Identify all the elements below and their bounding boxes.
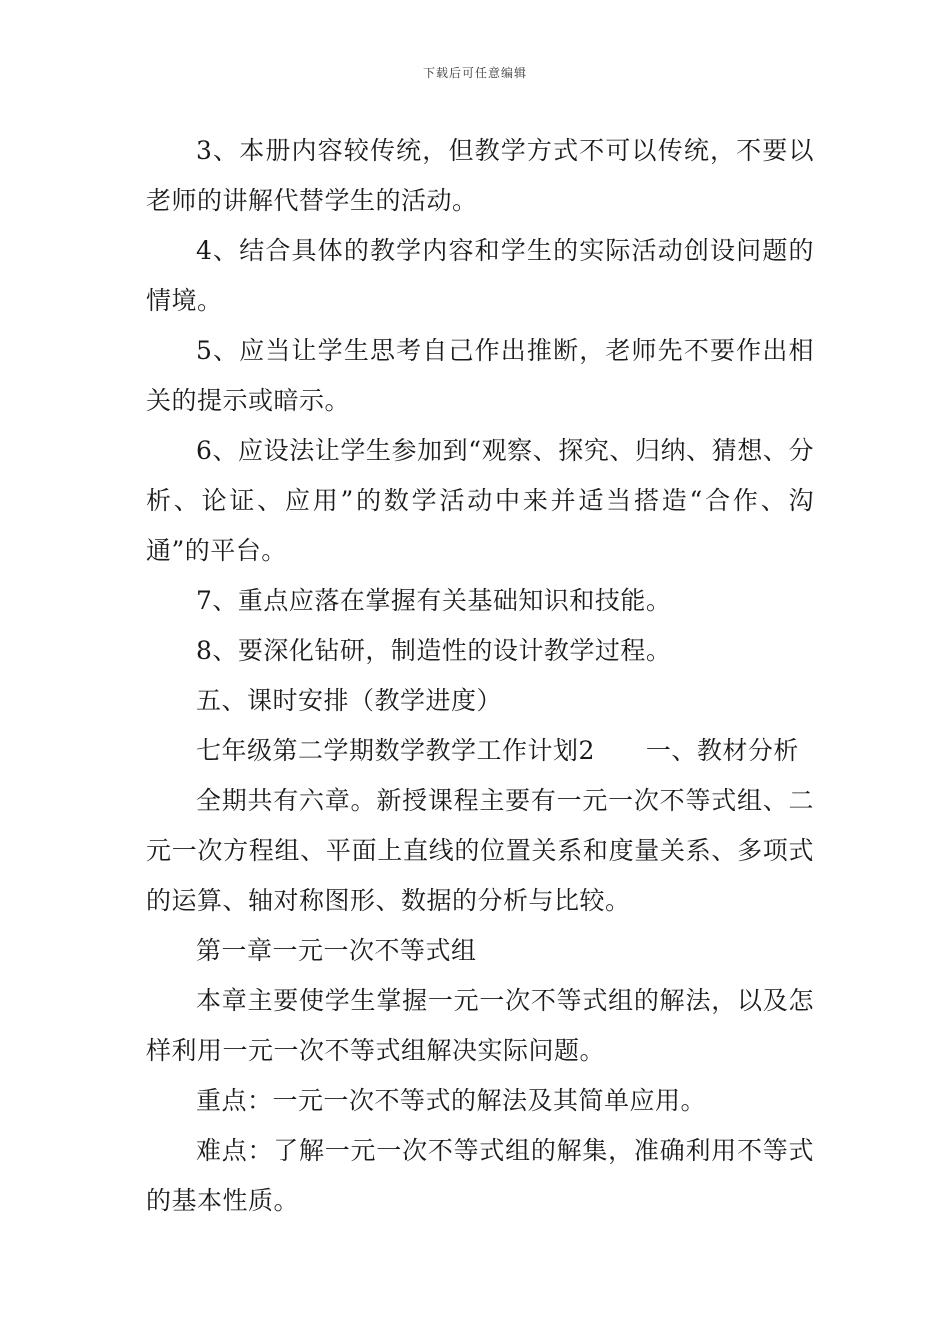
paragraph-item-8: 8、要深化钻研，制造性的设计教学过程。 xyxy=(196,636,672,665)
document-body xyxy=(146,126,814,1226)
paragraph-item-5: 5、应当让学生思考自己作出推断，老师先不要作出相关的提示或暗示。 xyxy=(146,336,814,415)
section-heading-schedule: 五、课时安排（教学进度） xyxy=(196,686,503,715)
paragraph-key-point: 重点：一元一次不等式的解法及其简单应用。 xyxy=(196,1086,707,1115)
plan-title-heading: 七年级第二学期数学教学工作计划2 一、教材分析 xyxy=(196,736,799,765)
paragraph-difficulty: 难点：了解一元一次不等式组的解集，准确利用不等式的基本性质。 xyxy=(146,1136,814,1215)
page-header-note: 下载后可任意编辑 xyxy=(422,66,527,80)
paragraph-chapter-goal: 本章主要使学生掌握一元一次不等式组的解法，以及怎样利用一元一次不等式组解决实际问题。 xyxy=(146,986,814,1065)
paragraph-item-7: 7、重点应落在掌握有关基础知识和技能。 xyxy=(196,586,672,615)
paragraph-item-3: 3、本册内容较传统，但教学方式不可以传统，不要以老师的讲解代替学生的活动。 xyxy=(146,136,814,215)
paragraph-overview: 全期共有六章。新授课程主要有一元一次不等式组、二元一次方程组、平面上直线的位置关系和度量关系、多项式的运算、轴对称图形、数据的分析与比较。 xyxy=(146,786,814,915)
chapter-heading: 第一章一元一次不等式组 xyxy=(196,936,477,965)
paragraph-item-4: 4、结合具体的教学内容和学生的实际活动创设问题的情境。 xyxy=(146,236,814,315)
paragraph-item-6: 6、应设法让学生参加到“观察、探究、归纳、猜想、分析、论证、应用”的数学活动中来并适当搭造“合作、沟通”的平台。 xyxy=(146,436,814,565)
